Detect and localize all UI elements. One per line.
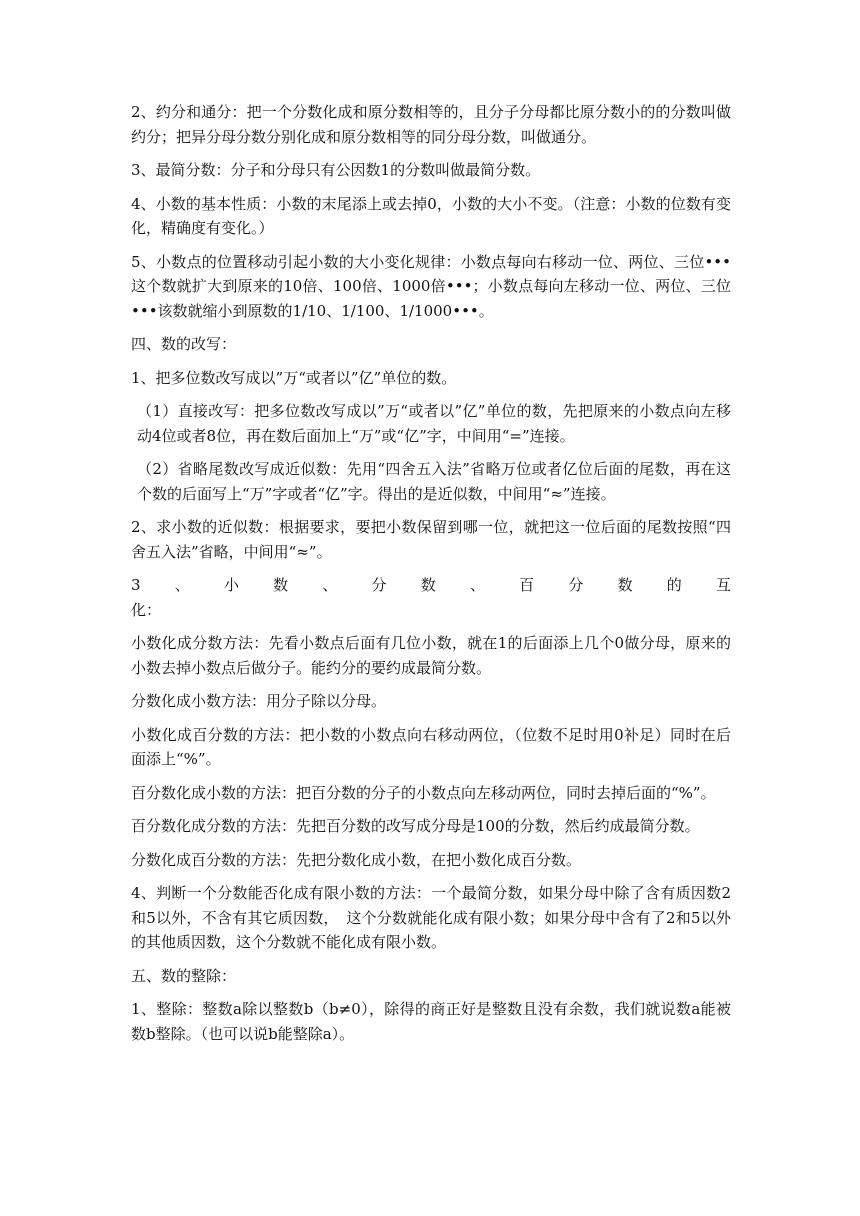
paragraph-conversion-heading-line2: 化： xyxy=(131,600,162,619)
paragraph-direct-rewrite: （1）直接改写：把多位数改写成以”万“或者以”亿”单位的数，先把原来的小数点向左移动4位或者8位，再在数后面加上“万”或“亿”字，中间用“=”连接。 xyxy=(137,402,731,445)
paragraph-simplest-fraction: 3、最简分数：分子和分母只有公因数1的分数叫做最简分数。 xyxy=(131,161,541,179)
paragraph-finite-decimal-test: 4、判断一个分数能否化成有限小数的方法：一个最简分数，如果分母中除了含有质因数2和5以外，不含有其它质因数， 这个分数就能化成有限小数；如果分母中含有了2和5以外的其他质因数，这个分数就不能化成有限小数。 xyxy=(131,884,731,951)
paragraph-decimal-point-shift: 5、小数点的位置移动引起小数的大小变化规律：小数点每向右移动一位、两位、三位•••这个数就扩大到原来的10倍、100倍、1000倍•••；小数点每向左移动一位、两位、三位•••该数就缩小到原数的1/10、1/100、1/1000•••。 xyxy=(131,252,731,320)
spread-token: 数 xyxy=(617,576,633,594)
paragraph-decimal-approximation: 2、求小数的近似数：根据要求，要把小数保留到哪一位，就把这一位后面的尾数按照“四舍五入法”省略，中间用“≈”。 xyxy=(131,518,731,561)
section-heading-divisibility: 五、数的整除： xyxy=(131,966,237,985)
spread-token: 互 xyxy=(715,576,731,594)
paragraph-decimal-to-percent: 小数化成百分数的方法：把小数的小数点向右移动两位，（位数不足时用0补足）同时在后面添上“%”。 xyxy=(131,725,731,768)
spread-token: 分 xyxy=(568,576,584,594)
paragraph-rewrite-multidigit: 1、把多位数改写成以”万“或者以”亿”单位的数。 xyxy=(131,368,457,387)
paragraph-fraction-to-decimal: 分数化成小数方法：用分子除以分母。 xyxy=(131,692,387,710)
document-page xyxy=(131,100,731,1055)
spread-token: 小 xyxy=(223,576,239,594)
section-heading-rewriting-numbers: 四、数的改写： xyxy=(131,335,237,353)
paragraph-percent-to-fraction: 百分数化成分数的方法：先把百分数的改写成分母是100的分数，然后约成最简分数。 xyxy=(131,817,700,835)
paragraph-decimal-to-fraction: 小数化成分数方法：先看小数点后面有几位小数，就在1的后面添上几个0做分母，原来的小数去掉小数点后做分子。能约分的要约成最简分数。 xyxy=(131,634,731,677)
paragraph-conversion-heading-line1 xyxy=(131,573,731,598)
paragraph-reduction-common-denominator: 2、约分和通分：把一个分数化成和原分数相等的，且分子分母都比原分数小的的分数叫做约分；把异分母分数分别化成和原分数相等的同分母分数，叫做通分。 xyxy=(131,103,731,146)
spread-token: 、 xyxy=(174,576,190,594)
spread-token: 数 xyxy=(273,576,289,594)
spread-token: 分 xyxy=(371,576,387,594)
paragraph-fraction-to-percent: 分数化成百分数的方法：先把分数化成小数，在把小数化成百分数。 xyxy=(131,850,582,869)
spread-token: 的 xyxy=(666,576,682,594)
paragraph-approximate-rewrite: （2）省略尾数改写成近似数：先用“四舍五入法”省略万位或者亿位后面的尾数，再在这个数的后面写上“万”字或者“亿”字。得出的是近似数，中间用“≈”连接。 xyxy=(137,460,731,503)
spread-token: 、 xyxy=(469,576,485,594)
spread-token: 3 xyxy=(131,576,141,594)
paragraph-divisibility-definition: 1、整除：整数a除以整数b（b≠0），除得的商正好是整数且没有余数，我们就说数a能被数b整除。（也可以说b能整除a）。 xyxy=(131,1000,731,1043)
spread-token: 数 xyxy=(420,576,436,594)
paragraph-decimal-property: 4、小数的基本性质：小数的末尾添上或去掉0，小数的大小不变。（注意：小数的位数有变化，精确度有变化。） xyxy=(131,194,731,237)
spread-token: 、 xyxy=(322,576,338,594)
paragraph-percent-to-decimal: 百分数化成小数的方法：把百分数的分子的小数点向左移动两位，同时去掉后面的“%”。 xyxy=(131,783,716,802)
spread-token: 百 xyxy=(519,576,535,594)
